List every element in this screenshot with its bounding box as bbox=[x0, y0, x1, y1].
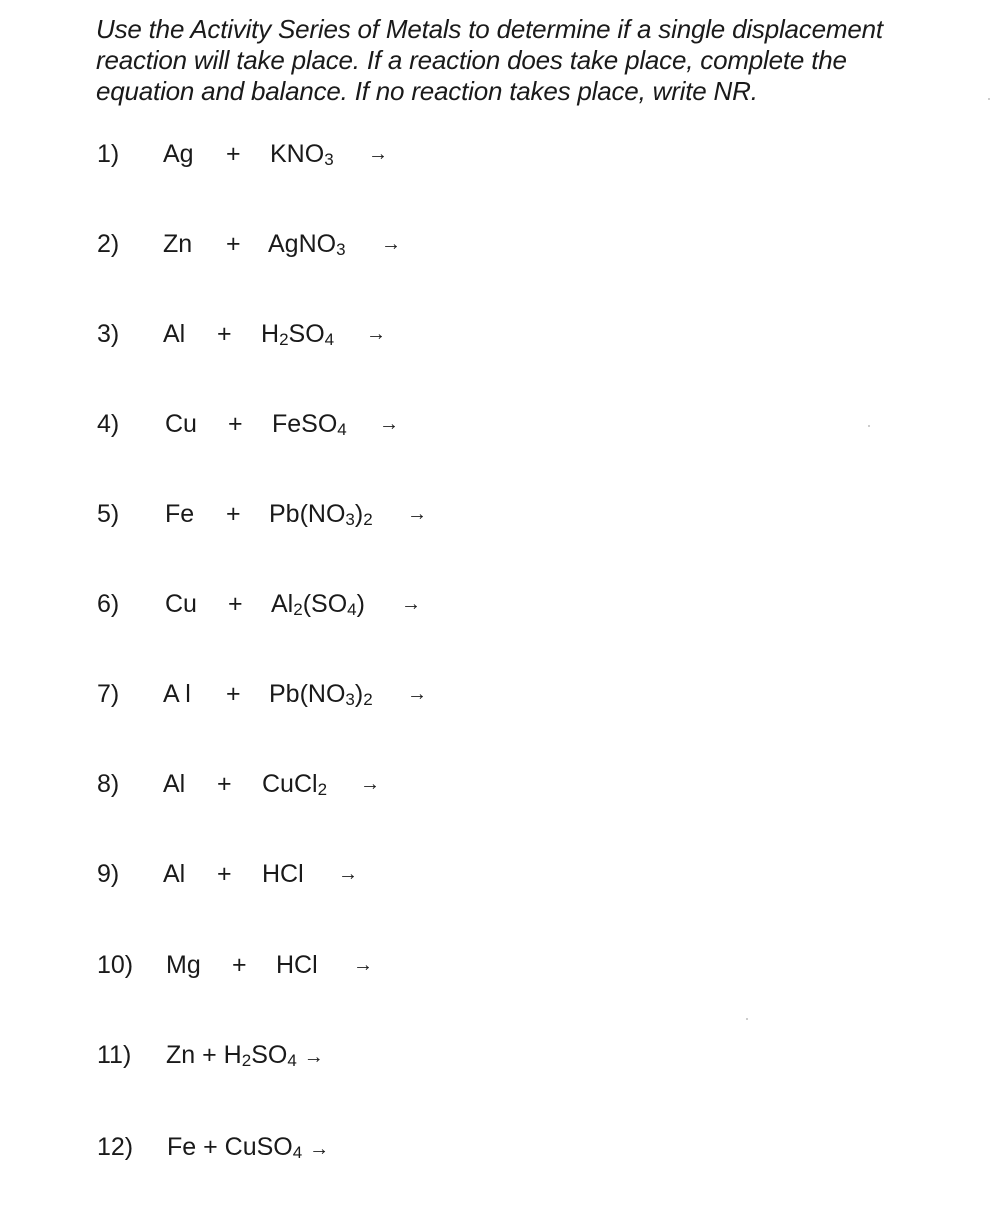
formula-subscript: 2 bbox=[317, 780, 328, 799]
reactant-metal: Fe bbox=[165, 500, 195, 528]
plus-sign: + bbox=[228, 590, 243, 618]
scan-speck bbox=[746, 1018, 748, 1020]
problem-number: 9) bbox=[97, 860, 120, 888]
formula-part: ) bbox=[356, 590, 365, 618]
reactant-compound bbox=[270, 134, 334, 174]
formula-part: Pb(NO bbox=[269, 500, 346, 528]
formula-subscript: 2 bbox=[241, 1051, 252, 1070]
reactant-compound: HCl bbox=[262, 860, 304, 888]
reactant-metal: Mg bbox=[166, 951, 201, 979]
formula-part: Al bbox=[271, 590, 294, 618]
formula-part: (SO bbox=[302, 590, 348, 618]
reactant-compound bbox=[262, 764, 327, 804]
formula-part: ) bbox=[354, 500, 364, 528]
problem-number: 7) bbox=[97, 680, 120, 708]
problem-number: 12) bbox=[97, 1133, 134, 1161]
instructions-text: Use the Activity Series of Metals to determine if a single displacement reaction will take place. If a reaction does take place, complete the equation and balance. If no reaction takes place, write NR. bbox=[96, 14, 883, 106]
reactant-metal: Ag bbox=[163, 140, 194, 168]
problem-number: 11) bbox=[97, 1041, 132, 1069]
plus-sign: + bbox=[226, 140, 241, 168]
problem-number: 3) bbox=[97, 320, 120, 348]
yields-arrow: → bbox=[309, 1138, 330, 1160]
reactant-metal: Cu bbox=[165, 590, 197, 618]
equation-inline bbox=[166, 1035, 324, 1077]
yields-arrow: → bbox=[407, 683, 427, 705]
reactant-compound bbox=[271, 584, 365, 624]
formula-subscript: 4 bbox=[324, 330, 335, 349]
yields-arrow: → bbox=[368, 143, 388, 165]
plus-sign: + bbox=[226, 230, 241, 258]
reactant-compound bbox=[272, 404, 347, 444]
reactant-compound bbox=[261, 314, 334, 354]
formula-subscript: 3 bbox=[324, 150, 334, 169]
yields-arrow: → bbox=[360, 773, 380, 795]
problem-number: 5) bbox=[97, 500, 120, 528]
plus-sign: + bbox=[217, 320, 232, 348]
plus-sign: + bbox=[226, 500, 241, 528]
formula-part: SO bbox=[251, 1041, 288, 1069]
reactant-metal: Cu bbox=[165, 410, 197, 438]
problem-number: 4) bbox=[97, 410, 120, 438]
problem-number: 10) bbox=[97, 951, 134, 979]
scan-speck bbox=[868, 425, 870, 427]
formula-subscript: 2 bbox=[363, 510, 373, 529]
yields-arrow: → bbox=[338, 863, 358, 885]
reactant-compound bbox=[269, 674, 373, 714]
formula-part: CuCl bbox=[262, 770, 318, 798]
reactant-metal: Al bbox=[163, 320, 186, 348]
reactant-compound: HCl bbox=[276, 951, 318, 979]
formula-part: KNO bbox=[270, 140, 325, 168]
formula-subscript: 3 bbox=[345, 690, 355, 709]
plus-sign: + bbox=[217, 860, 232, 888]
reactant-metal: Al bbox=[163, 770, 186, 798]
formula-subscript: 2 bbox=[279, 330, 289, 349]
formula-subscript: 2 bbox=[293, 600, 303, 619]
yields-arrow: → bbox=[366, 323, 386, 345]
plus-sign: + bbox=[217, 770, 232, 798]
formula-subscript: 2 bbox=[363, 690, 373, 709]
yields-arrow: → bbox=[379, 413, 399, 435]
reactant-metal: A l bbox=[163, 680, 191, 708]
problem-number: 1) bbox=[97, 140, 120, 168]
formula-subscript: 3 bbox=[336, 240, 346, 259]
equation-inline bbox=[167, 1127, 329, 1169]
formula-part: FeSO bbox=[272, 410, 338, 438]
formula-part: AgNO bbox=[268, 230, 337, 258]
formula-subscript: 4 bbox=[287, 1051, 297, 1070]
formula-part: Pb(NO bbox=[269, 680, 346, 708]
formula-part: Zn + H bbox=[166, 1041, 242, 1069]
reactant-metal: Al bbox=[163, 860, 186, 888]
formula-subscript: 4 bbox=[337, 420, 347, 439]
plus-sign: + bbox=[232, 951, 247, 979]
problem-number: 8) bbox=[97, 770, 120, 798]
formula-part: SO bbox=[288, 320, 325, 348]
plus-sign: + bbox=[228, 410, 243, 438]
formula-subscript: 4 bbox=[292, 1143, 303, 1162]
formula-subscript: 3 bbox=[345, 510, 355, 529]
formula-part: ) bbox=[354, 680, 364, 708]
reactant-compound bbox=[268, 224, 346, 264]
reactant-metal: Zn bbox=[163, 230, 193, 258]
reactant-compound bbox=[269, 494, 373, 534]
formula-part: H bbox=[261, 320, 280, 348]
yields-arrow: → bbox=[381, 233, 401, 255]
yields-arrow: → bbox=[353, 954, 373, 976]
formula-part bbox=[297, 1041, 304, 1069]
scan-speck bbox=[988, 98, 990, 100]
plus-sign: + bbox=[226, 680, 241, 708]
formula-subscript: 4 bbox=[347, 600, 357, 619]
problem-number: 2) bbox=[97, 230, 120, 258]
yields-arrow: → bbox=[407, 503, 427, 525]
formula-part: Fe + CuSO bbox=[167, 1133, 293, 1161]
problem-number: 6) bbox=[97, 590, 120, 618]
yields-arrow: → bbox=[303, 1046, 324, 1068]
yields-arrow: → bbox=[401, 593, 421, 615]
